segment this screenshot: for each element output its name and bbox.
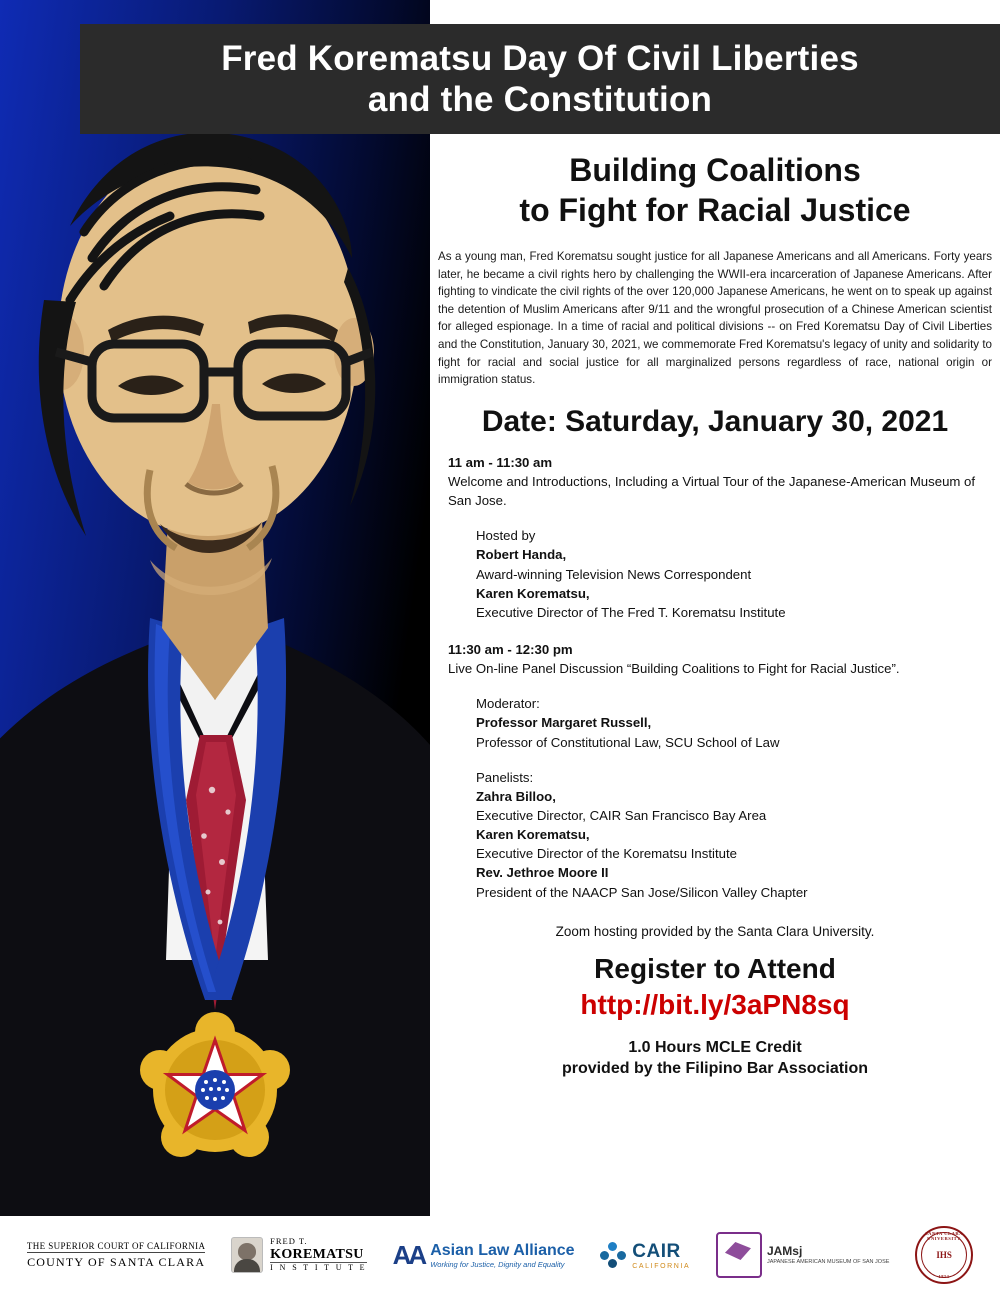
panelist3-title: President of the NAACP San Jose/Silicon Valley Chapter — [476, 884, 808, 900]
logo-fred-korematsu-institute — [231, 1237, 367, 1273]
double-a-icon: AA — [392, 1239, 425, 1270]
agenda-spacer-4 — [448, 752, 986, 768]
logo-jamsj — [716, 1232, 889, 1278]
korematsu-line1: FRED T. — [270, 1236, 308, 1247]
hosted-by-label: Hosted by — [476, 528, 536, 544]
host1-name: Robert Handa, — [476, 547, 567, 563]
agenda-session-1 — [448, 453, 986, 510]
panelists-label: Panelists: — [476, 769, 534, 785]
ala-tagline: Working for Justice, Dignity and Equality — [430, 1259, 565, 1269]
logo-asian-law-alliance — [393, 1240, 575, 1271]
ala-name: Asian Law Alliance — [430, 1241, 575, 1259]
superior-court-line2: COUNTY OF SANTA CLARA — [27, 1254, 206, 1269]
poster-title-line1: Fred Korematsu Day Of Civil Liberties — [221, 38, 859, 78]
poster-title — [205, 38, 875, 121]
korematsu-line3: I N S T I T U T E — [270, 1262, 367, 1272]
agenda-spacer-2 — [448, 622, 986, 638]
host2-title: Executive Director of The Fred T. Korematsu Institute — [476, 604, 786, 620]
session2-description: Live On-line Panel Discussion “Building Coalitions to Fight for Racial Justice”. — [448, 661, 900, 677]
panelist2-title: Executive Director of the Korematsu Institute — [476, 846, 737, 862]
korematsu-portrait-illustration — [0, 0, 430, 1216]
crane-icon — [716, 1232, 762, 1278]
sponsor-logos-bar — [0, 1216, 1000, 1294]
panelist1-title: Executive Director, CAIR San Francisco Bay Area — [476, 807, 767, 823]
panelist3-name: Rev. Jethroe Moore II — [476, 865, 609, 881]
agenda-hosts — [476, 526, 986, 622]
event-subtitle — [436, 150, 994, 230]
host2-name: Karen Korematsu, — [476, 585, 590, 601]
scu-ring-top: SANTA CLARA UNIVERSITY — [925, 1231, 964, 1241]
poster-header-band — [80, 24, 1000, 134]
registration-link[interactable]: http://bit.ly/3aPN8sq — [580, 988, 850, 1020]
agenda-session-2 — [448, 640, 986, 678]
event-date: Date: Saturday, January 30, 2021 — [481, 404, 949, 438]
scu-seal-center: IHS — [936, 1250, 952, 1260]
scu-ring-bottom: 1851 — [938, 1274, 950, 1279]
korematsu-line2: KOREMATSU — [270, 1246, 364, 1262]
session1-description: Welcome and Introductions, Including a Virtual Tour of the Japanese-American Museum of San Jose. — [448, 474, 976, 509]
event-subtitle-line2: to Fight for Racial Justice — [519, 192, 911, 228]
mcle-credit-note — [430, 1037, 1000, 1080]
event-agenda — [448, 453, 986, 902]
logo-cair-california — [600, 1241, 690, 1270]
cair-dots-icon — [600, 1242, 626, 1268]
moderator-name: Professor Margaret Russell, — [476, 715, 652, 731]
agenda-panelists — [476, 768, 986, 902]
session2-time: 11:30 am - 12:30 pm — [448, 642, 573, 657]
cair-region: CALIFORNIA — [632, 1262, 691, 1270]
mcle-line1: 1.0 Hours MCLE Credit — [628, 1038, 802, 1056]
korematsu-portrait-icon — [231, 1237, 263, 1273]
jamsj-full-name: JAPANESE AMERICAN MUSEUM OF SAN JOSE — [766, 1258, 890, 1265]
superior-court-line1: THE SUPERIOR COURT OF CALIFORNIA — [26, 1240, 206, 1251]
cair-name: CAIR — [632, 1240, 681, 1262]
event-description: As a young man, Fred Korematsu sought justice for all Japanese Americans and all Americans. Forty years later, he became a civil rights hero by challenging the WWII-era incarceration of Japanese Americans. After fighting to vindicate the civil rights of the over 120,000 Japanese Americans, he went on to speak up against the detention of Muslim Americans after 9/11 and the wrongful prosecution of a Chinese American scientist for alleged espionage. In a time of racial and political divisions -- on Fred Korematsu Day of Civil Liberties and the Constitution, January 30, 2021, we commemorate Fred Korematsu's legacy of unity and solidarity to fight for racial and social justice for all marginalized persons regardless of race, national origin or immigration status. — [438, 250, 992, 387]
panelist1-name: Zahra Billoo, — [476, 788, 556, 804]
logo-superior-court-santa-clara — [27, 1241, 206, 1270]
scu-seal-icon — [915, 1226, 973, 1284]
host1-title: Award-winning Television News Correspondent — [476, 566, 752, 582]
zoom-hosting-note: Zoom hosting provided by the Santa Clara University. — [555, 923, 875, 939]
mcle-line2: provided by the Filipino Bar Association — [561, 1060, 869, 1078]
jamsj-name: JAMsj — [766, 1244, 803, 1259]
event-subtitle-line1: Building Coalitions — [569, 152, 861, 188]
moderator-title: Professor of Constitutional Law, SCU School of Law — [476, 734, 780, 750]
agenda-spacer-3 — [448, 678, 986, 694]
register-heading: Register to Attend — [594, 952, 836, 984]
agenda-spacer — [448, 510, 986, 526]
agenda-moderator — [476, 694, 986, 751]
poster-body — [430, 140, 1000, 1080]
session1-time: 11 am - 11:30 am — [448, 454, 553, 470]
panelist2-name: Karen Korematsu, — [476, 827, 590, 843]
moderator-label: Moderator: — [476, 696, 540, 712]
poster-title-line2: and the Constitution — [367, 80, 713, 119]
logo-santa-clara-university — [915, 1226, 973, 1284]
